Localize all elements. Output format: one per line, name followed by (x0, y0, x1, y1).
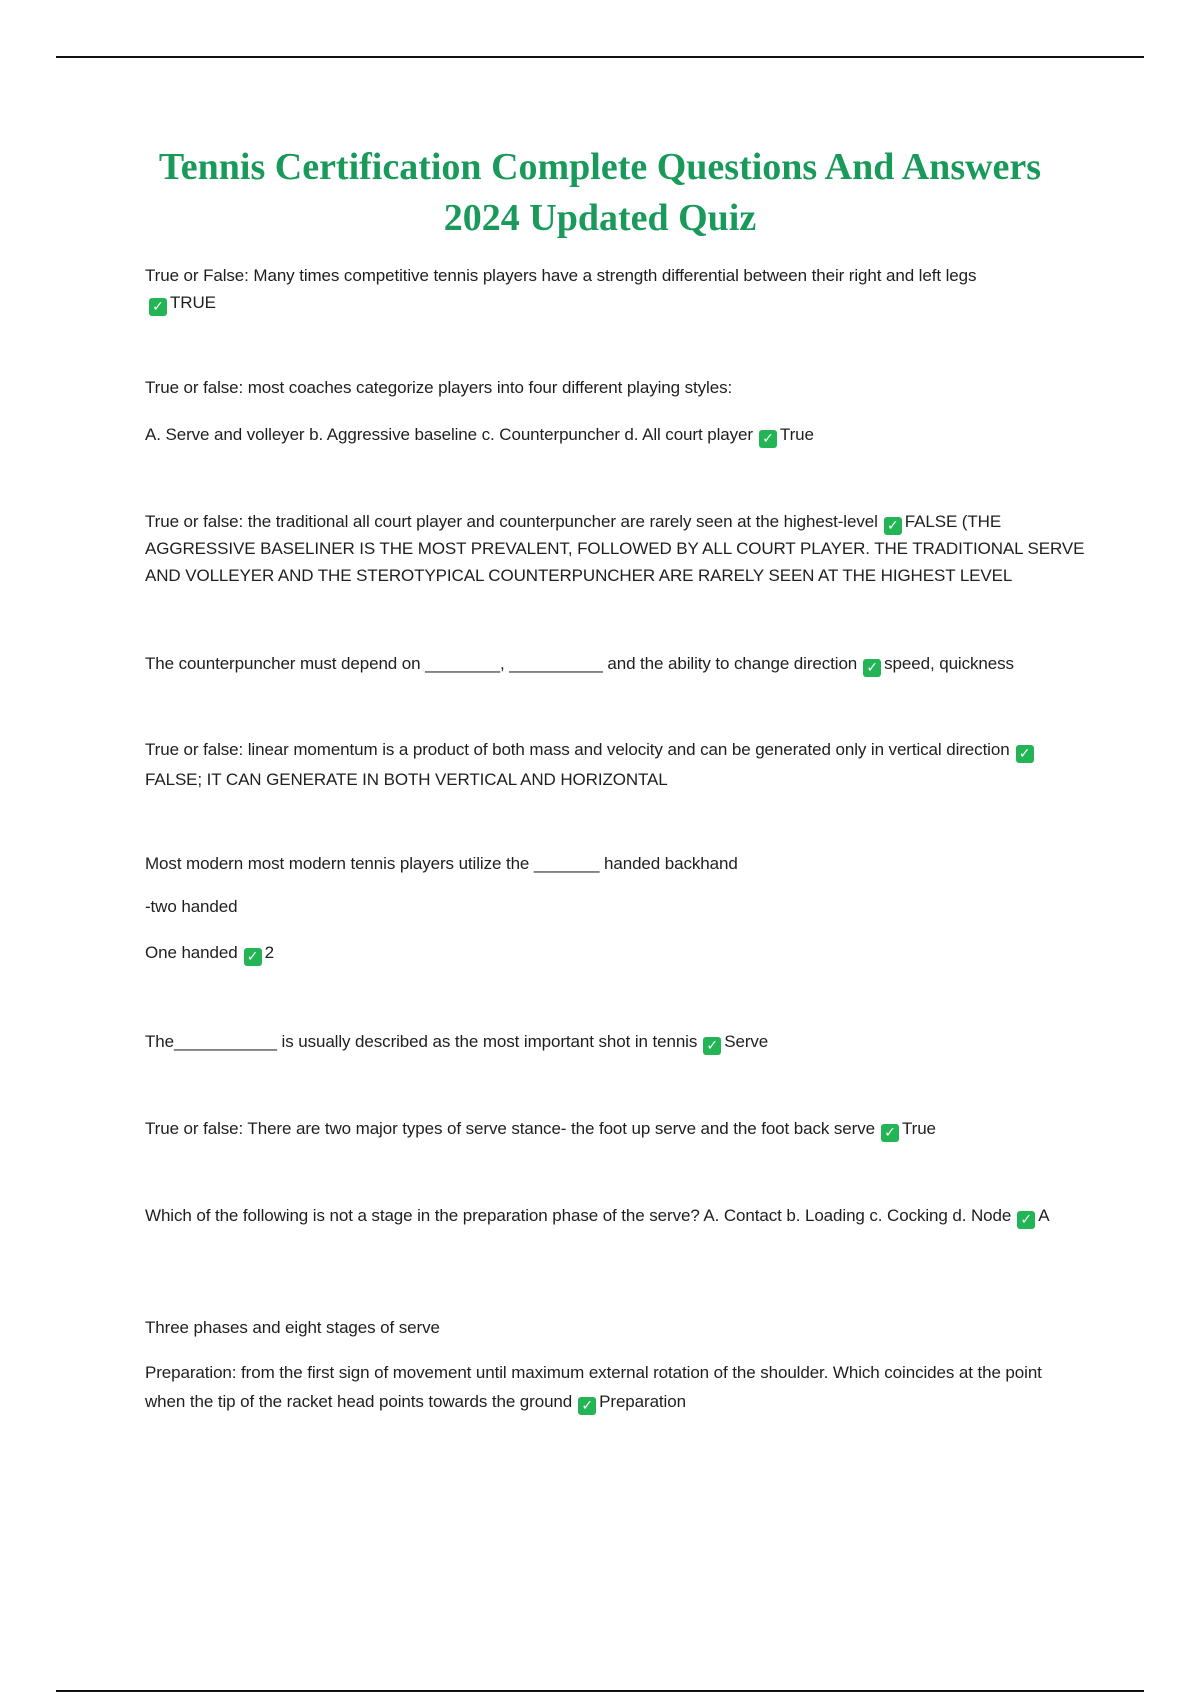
question-text: True or False: Many times competitive tennis players have a strength differential between their right and left legs (145, 266, 977, 285)
answer-text: Serve (724, 1032, 769, 1051)
question-text: True or false: There are two major types of serve stance- the foot up serve and the foot back serve (145, 1119, 875, 1138)
qa-item-4 (145, 508, 1085, 589)
qa-item-8 (145, 893, 1085, 920)
qa-item-12 (145, 1201, 1085, 1230)
check-icon: ✓ (149, 298, 167, 316)
qa-item-13 (145, 1314, 1085, 1341)
qa-item-10 (145, 1028, 1085, 1055)
bottom-rule (56, 1690, 1144, 1692)
qa-item-5 (145, 650, 1085, 677)
answer-text: A (1038, 1206, 1050, 1225)
answer-text: True (779, 425, 814, 444)
check-icon: ✓ (1017, 1211, 1035, 1229)
question-text: The___________ is usually described as the most important shot in tennis (145, 1032, 698, 1051)
answer-text: FALSE; IT CAN GENERATE IN BOTH VERTICAL AND HORIZONTAL (145, 770, 668, 789)
check-icon: ✓ (759, 430, 777, 448)
check-icon: ✓ (578, 1397, 596, 1415)
qa-item-1 (145, 262, 1085, 316)
answer-text: speed, quickness (884, 654, 1014, 673)
qa-item-6 (145, 735, 1085, 795)
title-line-2: 2024 Updated Quiz (443, 197, 757, 239)
question-text: A. Serve and volleyer b. Aggressive baseline c. Counterpuncher d. All court player (145, 425, 753, 444)
question-text: Three phases and eight stages of serve (145, 1318, 440, 1337)
document-title (100, 142, 1100, 244)
question-text: Which of the following is not a stage in the preparation phase of the serve? A. Contact b. Loading c. Cocking d. Node (145, 1206, 1012, 1225)
question-text: True or false: most coaches categorize players into four different playing styles: (145, 378, 733, 397)
qa-item-14 (145, 1358, 1085, 1416)
answer-text: True (901, 1119, 936, 1138)
check-icon: ✓ (244, 948, 262, 966)
top-rule (56, 56, 1144, 58)
answer-text: Preparation (599, 1392, 686, 1411)
question-text: Preparation: from the first sign of movement until maximum external rotation of the shoulder. Which coincides at the point when the tip of the racket head points towards the ground (145, 1363, 1042, 1411)
qa-item-2 (145, 374, 1085, 401)
check-icon: ✓ (1016, 745, 1034, 763)
check-icon: ✓ (884, 517, 902, 535)
qa-item-9 (145, 939, 1085, 966)
question-text: One handed (145, 943, 238, 962)
check-icon: ✓ (881, 1124, 899, 1142)
question-text: -two handed (145, 897, 238, 916)
question-text: The counterpuncher must depend on ________, __________ and the ability to change direction (145, 654, 858, 673)
question-text: True or false: the traditional all court player and counterpuncher are rarely seen at the highest-level (145, 512, 878, 531)
qa-item-11 (145, 1115, 1085, 1142)
answer-text: FALSE (THE AGGRESSIVE BASELINER IS THE MOST PREVALENT, FOLLOWED BY ALL COURT PLAYER. THE TRADITIONAL SERVE AND VOLLEYER AND THE STEROTYPICAL COUNTERPUNCHER ARE RARELY SEEN AT THE HIGHEST LEVEL (145, 512, 1085, 585)
question-text: Most modern most modern tennis players utilize the _______ handed backhand (145, 854, 738, 873)
qa-item-7 (145, 850, 1085, 877)
qa-item-3 (145, 421, 1085, 448)
title-line-1: Tennis Certification Complete Questions And Answers (158, 146, 1042, 188)
check-icon: ✓ (863, 659, 881, 677)
question-text: True or false: linear momentum is a product of both mass and velocity and can be generated only in vertical direction (145, 740, 1010, 759)
check-icon: ✓ (703, 1037, 721, 1055)
answer-text: 2 (264, 943, 274, 962)
answer-text: TRUE (170, 293, 216, 312)
